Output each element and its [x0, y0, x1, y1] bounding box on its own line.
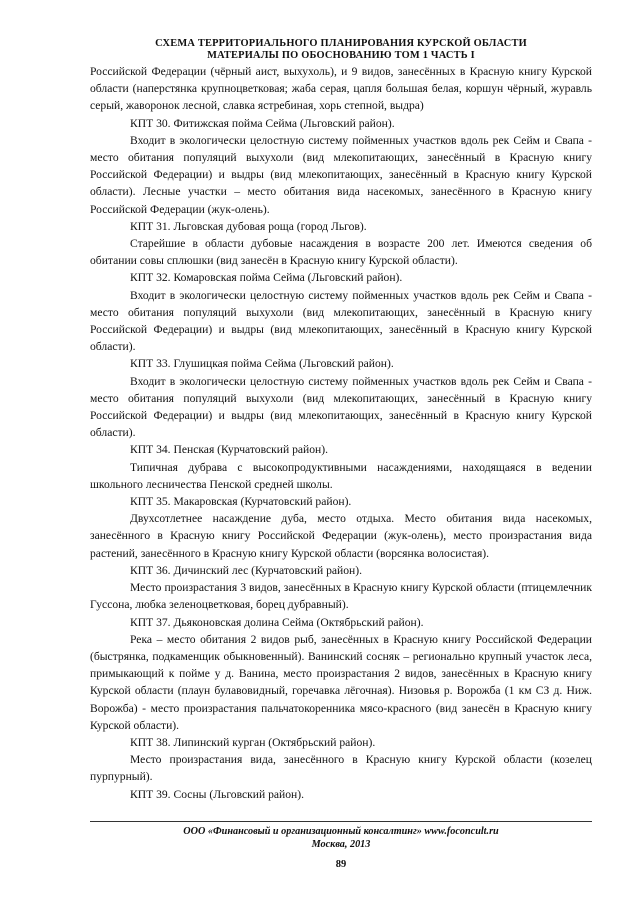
- paragraph: КПТ 30. Фитижская пойма Сейма (Льговский район).: [130, 116, 395, 130]
- header-title: СХЕМА ТЕРРИТОРИАЛЬНОГО ПЛАНИРОВАНИЯ КУРСКОЙ ОБЛАСТИ: [155, 38, 527, 49]
- paragraph: КПТ 31. Льговская дубовая роща (город Льгов).: [130, 219, 367, 233]
- paragraph: КПТ 39. Сосны (Льговский район).: [130, 787, 305, 801]
- page-number: 89: [335, 859, 347, 870]
- paragraph: Входит в экологически целостную систему пойменных участков вдоль рек Сейм и Свапа - место обитания популяций выхухоли (вид млекопитающих, занесённый в Красную книгу Российской Федерации) и выдры (вид млекопитающих, занесённый в Красную книгу Курской области).: [90, 374, 592, 440]
- paragraph: Двухсотлетнее насаждение дуба, место отдыха. Место обитания вида насекомых, занесённого в Красную книгу Российской Федерации (жук-олень), место произрастания вида растений, занесённого в Красную книгу Курской области (ворсянка волосистая).: [90, 512, 592, 560]
- paragraph: Место произрастания вида, занесённого в Красную книгу Курской области (козелец пурпурный).: [90, 753, 592, 784]
- paragraph: КПТ 33. Глушицкая пойма Сейма (Льговский район).: [130, 357, 394, 371]
- paragraph: Входит в экологически целостную систему пойменных участков вдоль рек Сейм и Свапа - место обитания популяций выхухоли (вид млекопитающих, занесённый в Красную книгу Российской Федерации) и выдры (вид млекопитающих, занесённый в Красную книгу Курской области). Лесные участки – место обитания вида насекомых, занесённого в Красную книгу Российской Федерации (жук-олень).: [90, 133, 592, 216]
- paragraph: КПТ 37. Дьяконовская долина Сейма (Октябрьский район).: [130, 615, 424, 629]
- paragraph: Река – место обитания 2 видов рыб, занесённых в Красную книгу Российской Федерации (быстрянка, подкаменщик обыкновенный). Ванинский сосняк – регионально крупный участок леса, примыкающий к пойме у д. Ванина, место произрастания 2 видов, занесённых в Красную книгу Курской области (плаун булавовидный, горечавка лёгочная). Низовья р. Ворожба (1 км СЗ д. Ниж. Ворожба) - место произрастания пальчатокоренника мясо-красного (вид занесён в Красную книгу Курской области).: [90, 632, 592, 732]
- header-subtitle: МАТЕРИАЛЫ ПО ОБОСНОВАНИЮ ТОМ 1 ЧАСТЬ I: [207, 50, 475, 61]
- document-body: [90, 63, 592, 803]
- paragraph: КПТ 38. Липинский курган (Октябрьский район).: [130, 735, 376, 749]
- paragraph: КПТ 36. Дичинский лес (Курчатовский район).: [130, 563, 362, 577]
- paragraph: Российской Федерации (чёрный аист, выхухоль), и 9 видов, занесённых в Красную книгу Курской области (наперстянка крупноцветковая; жаба серая, цапля большая белая, коршун чёрный, журавль серый, жаворонок лесной, славка ястребиная, хорь степной, выдра): [90, 65, 592, 113]
- footer-publisher: ООО «Финансовый и организационный консалтинг» www.foconcult.ru: [183, 826, 499, 837]
- paragraph: КПТ 34. Пенская (Курчатовский район).: [130, 443, 328, 457]
- paragraph: КПТ 35. Макаровская (Курчатовский район).: [130, 495, 352, 509]
- footer-divider: [90, 821, 592, 822]
- footer-city-year: Москва, 2013: [311, 838, 371, 850]
- running-header: [90, 38, 592, 62]
- running-footer: [90, 826, 592, 851]
- paragraph: Место произрастания 3 видов, занесённых в Красную книгу Курской области (птицемлечник Гуссона, любка зеленоцветковая, борец дубравный).: [90, 581, 592, 612]
- paragraph: Входит в экологически целостную систему пойменных участков вдоль рек Сейм и Свапа - место обитания популяций выхухоли (вид млекопитающих, занесённый в Красную книгу Российской Федерации) и выдры (вид млекопитающих, занесённый в Красную книгу Курской области).: [90, 288, 592, 354]
- paragraph: Типичная дубрава с высокопродуктивными насаждениями, находящаяся в ведении школьного лесничества Пенской средней школы.: [90, 460, 592, 491]
- paragraph: КПТ 32. Комаровская пойма Сейма (Льговский район).: [130, 271, 403, 285]
- paragraph: Старейшие в области дубовые насаждения в возрасте 200 лет. Имеются сведения об обитании совы сплюшки (вид занесён в Красную книгу Курской области).: [90, 237, 592, 268]
